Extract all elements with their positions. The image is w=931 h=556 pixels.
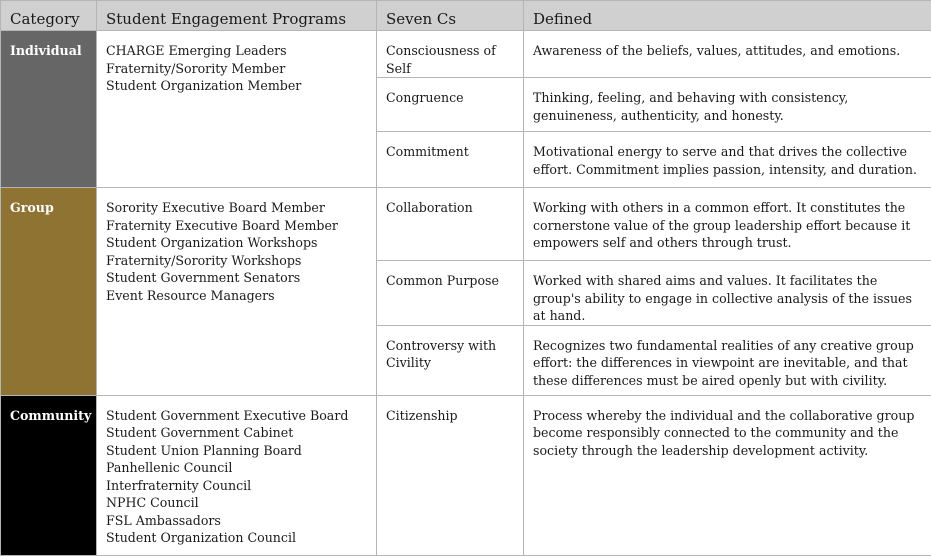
c-name: Collaboration: [377, 188, 524, 261]
program-item: Student Government Cabinet: [106, 424, 368, 442]
header-row: [1, 1, 931, 31]
programs-individual: [97, 31, 377, 188]
programs-community: [97, 395, 377, 555]
c-name: Common Purpose: [377, 261, 524, 326]
header-programs: Student Engagement Programs: [97, 1, 377, 31]
program-item: Fraternity Executive Board Member: [106, 217, 368, 235]
category-group: Group: [1, 188, 97, 396]
c-definition: Worked with shared aims and values. It facilitates the group's ability to engage in collective analysis of the issues at hand.: [524, 261, 931, 326]
program-item: Student Organization Council: [106, 529, 368, 547]
program-item: Sorority Executive Board Member: [106, 199, 368, 217]
header-seven-cs: Seven Cs: [377, 1, 524, 31]
c-name: Citizenship: [377, 395, 524, 555]
table-row: [1, 31, 931, 78]
program-item: CHARGE Emerging Leaders: [106, 42, 368, 60]
program-item: Fraternity/Sorority Member: [106, 60, 368, 78]
program-item: Student Government Executive Board: [106, 407, 368, 425]
c-definition: Process whereby the individual and the collaborative group become responsibly connected to the community and the society through the leadership development activity.: [524, 395, 931, 555]
table-row: [1, 395, 931, 555]
programs-group: [97, 188, 377, 396]
header-defined: Defined: [524, 1, 931, 31]
category-community: Community: [1, 395, 97, 555]
program-item: Student Government Senators: [106, 269, 368, 287]
c-definition: Working with others in a common effort. It constitutes the cornerstone value of the group leadership effort because it empowers self and others through trust.: [524, 188, 931, 261]
c-name: Congruence: [377, 78, 524, 132]
header-category: Category: [1, 1, 97, 31]
c-definition: Awareness of the beliefs, values, attitudes, and emotions.: [524, 31, 931, 78]
program-item: NPHC Council: [106, 494, 368, 512]
table-row: [1, 188, 931, 261]
program-item: FSL Ambassadors: [106, 512, 368, 530]
c-name: Commitment: [377, 132, 524, 188]
program-item: Student Organization Member: [106, 77, 368, 95]
program-item: Interfraternity Council: [106, 477, 368, 495]
program-item: Event Resource Managers: [106, 287, 368, 305]
c-name: Consciousness of Self: [377, 31, 524, 78]
program-item: Panhellenic Council: [106, 459, 368, 477]
program-item: Student Union Planning Board: [106, 442, 368, 460]
program-item: Fraternity/Sorority Workshops: [106, 252, 368, 270]
c-name: Controversy with Civility: [377, 325, 524, 395]
program-item: Student Organization Workshops: [106, 234, 368, 252]
c-definition: Motivational energy to serve and that drives the collective effort. Commitment implies passion, intensity, and duration.: [524, 132, 931, 188]
c-definition: Recognizes two fundamental realities of any creative group effort: the differences in viewpoint are inevitable, and that these differences must be aired openly but with civility.: [524, 325, 931, 395]
category-individual: Individual: [1, 31, 97, 188]
c-definition: Thinking, feeling, and behaving with consistency, genuineness, authenticity, and honesty.: [524, 78, 931, 132]
